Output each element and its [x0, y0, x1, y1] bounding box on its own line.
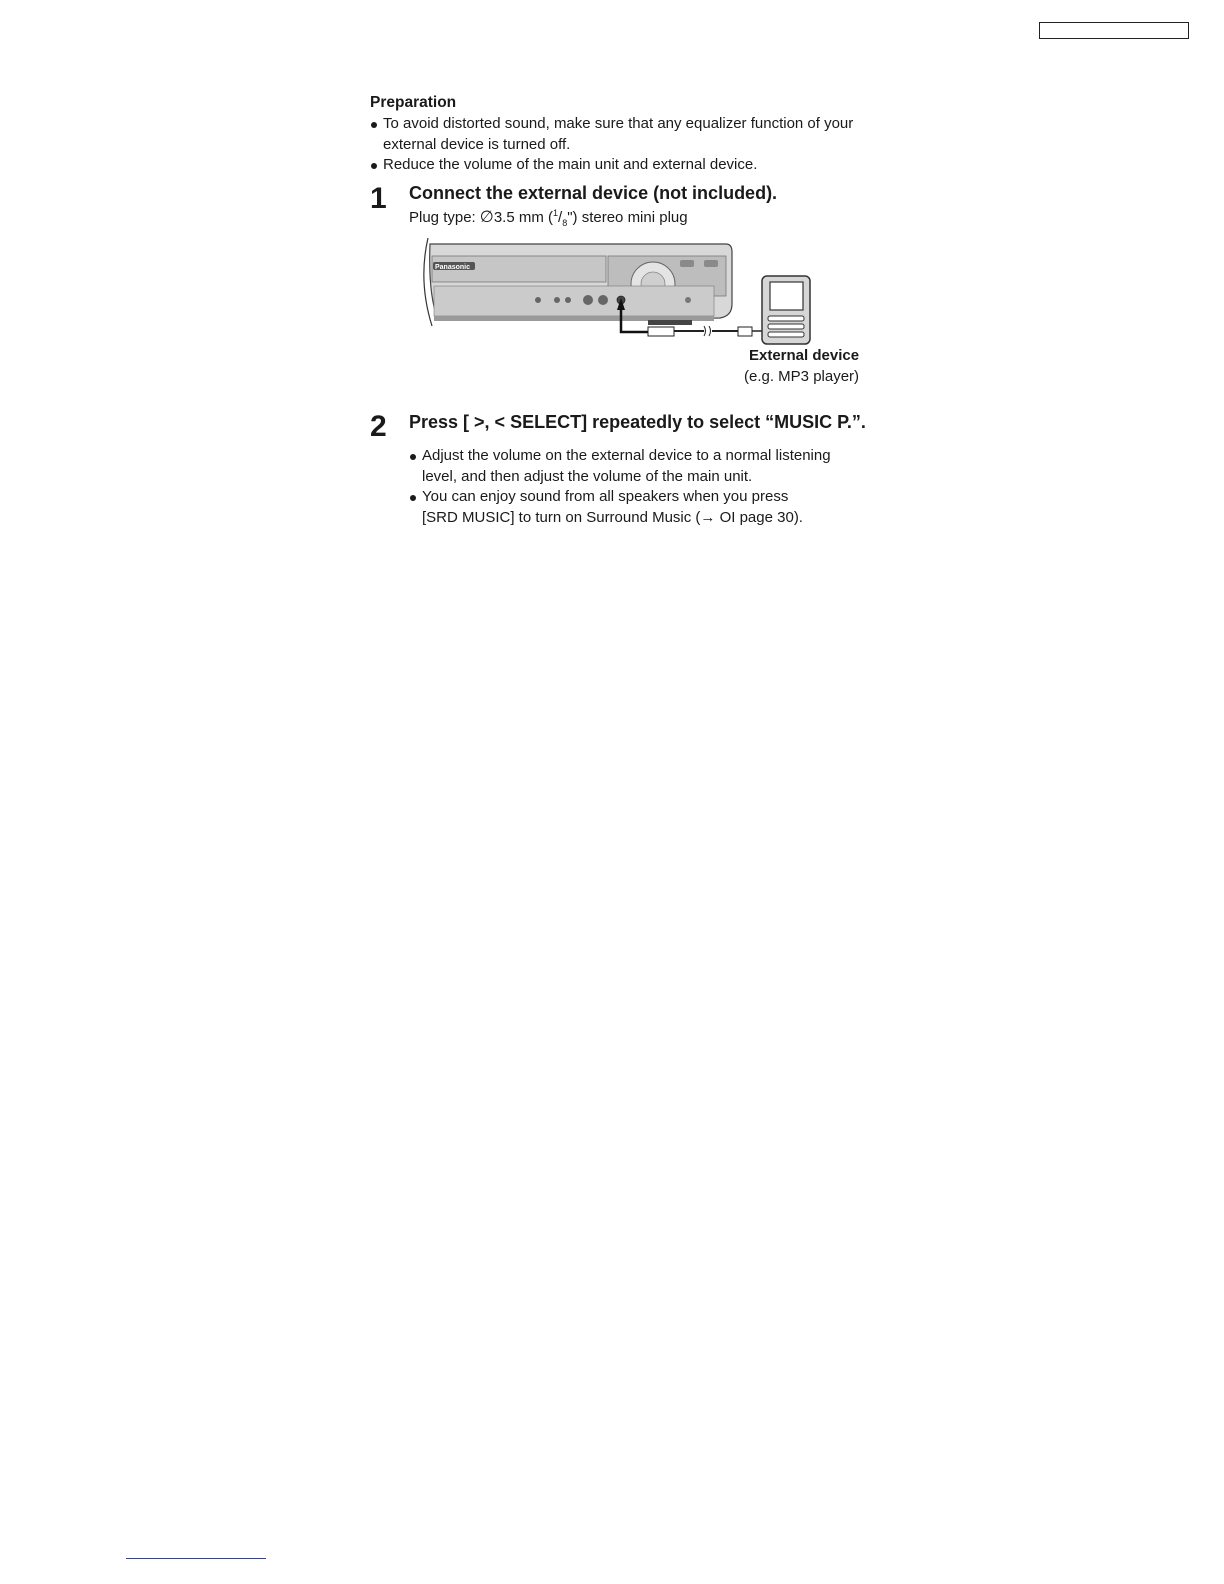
external-device-label: External device: [749, 347, 860, 364]
preparation-heading: Preparation: [370, 94, 457, 111]
step-2-bullet-1-line-2: level, and then adjust the volume of the main unit.: [422, 468, 753, 485]
bullet-dot: [371, 122, 377, 128]
step-2-bullet-2-line-1: You can enjoy sound from all speakers when you press: [422, 488, 789, 505]
brand-logo: Panasonic: [435, 264, 471, 271]
footer-link-underline[interactable]: [126, 1558, 266, 1559]
step-2-bullet-2-line-2: [SRD MUSIC] to turn on Surround Music (→ OI page 30).: [422, 509, 803, 526]
external-device-example: (e.g. MP3 player): [744, 368, 860, 385]
step-1-plug-type: Plug type: ∅3.5 mm $(^1/_8")$ stereo mini plug: [409, 208, 688, 228]
bullet-dot: [371, 163, 377, 169]
step-1-number: 1: [370, 182, 387, 215]
step-2-title: Press [ >, < SELECT] repeatedly to select “MUSIC P.”.: [409, 412, 866, 432]
step-1-title: Connect the external device (not included).: [409, 183, 778, 203]
bullet-dot: [410, 454, 416, 460]
connection-illustration: [420, 234, 820, 349]
bullet-dot: [410, 495, 416, 501]
step-2-number: 2: [370, 410, 387, 443]
prep-bullet-1-line-2: external device is turned off.: [383, 136, 571, 153]
page-header-box: [1039, 22, 1189, 39]
prep-bullet-2-line-1: Reduce the volume of the main unit and external device.: [383, 156, 758, 173]
diameter-symbol: ∅: [479, 209, 494, 226]
prep-bullet-1-line-1: To avoid distorted sound, make sure that any equalizer function of your: [383, 115, 854, 132]
step-2-bullet-1-line-1: Adjust the volume on the external device to a normal listening: [422, 447, 831, 464]
